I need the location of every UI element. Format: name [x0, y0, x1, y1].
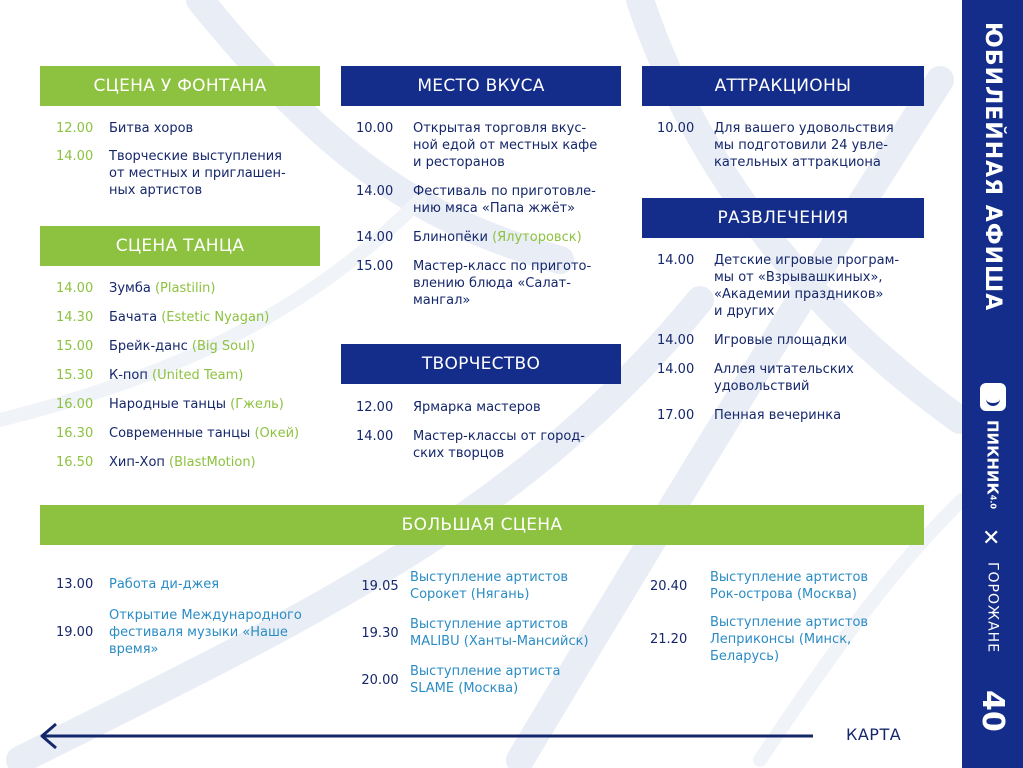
event-title-line: Сорокет (Нягань)	[410, 587, 530, 602]
event-title	[710, 614, 868, 665]
event-time: 14.00	[657, 362, 695, 377]
event-title-line: Фестиваль по приготовле-	[413, 184, 596, 199]
list-item	[56, 120, 320, 137]
list-item	[356, 428, 626, 462]
event-time: 16.00	[56, 397, 94, 412]
event-time: 20.00	[361, 672, 399, 688]
event-title-line: время»	[109, 642, 159, 657]
event-name: Блинопёки	[413, 230, 488, 245]
creativity-schedule	[356, 399, 626, 462]
event-title	[714, 120, 894, 171]
event-title-line: Для вашего удовольствия	[714, 121, 894, 136]
event-title	[413, 183, 596, 217]
event-performer: (Big Soul)	[191, 339, 256, 354]
event-title	[413, 120, 597, 171]
list-item	[356, 258, 626, 309]
event-time: 16.50	[56, 455, 94, 470]
event-title-line: Леприконсы (Минск,	[710, 632, 852, 647]
event-name: Зумба	[109, 281, 151, 296]
list-item	[56, 607, 346, 658]
list-item	[650, 569, 940, 603]
event-title	[109, 309, 269, 326]
cross-icon: ✕	[982, 526, 1001, 551]
event-title: Ярмарка мастеров	[413, 400, 541, 415]
event-time: 14.30	[56, 310, 94, 325]
list-item	[350, 663, 640, 697]
brand-name-text: ПИКНИК	[983, 420, 1002, 495]
event-title	[710, 569, 868, 603]
list-item	[350, 569, 640, 603]
fountain-stage-schedule	[56, 120, 320, 199]
event-name: Современные танцы	[109, 426, 251, 441]
event-name: Хип-Хоп	[109, 455, 165, 470]
event-title-line: Детские игровые програм-	[714, 253, 900, 268]
event-title	[109, 396, 284, 413]
event-title	[109, 425, 299, 442]
event-title	[109, 148, 286, 199]
arrow-left-icon[interactable]	[38, 722, 813, 750]
brand-number: 40	[975, 690, 1010, 732]
event-title-line: ных артистов	[109, 183, 203, 198]
entertainment-header: РАЗВЛЕЧЕНИЯ	[642, 198, 924, 238]
list-item	[56, 367, 320, 384]
poster-title: ЮБИЛЕЙНАЯ АФИША	[980, 22, 1005, 312]
event-name: Бачата	[109, 310, 158, 325]
event-title-line: мы подготовили 24 увле-	[714, 138, 888, 153]
event-title	[714, 252, 899, 320]
event-title	[109, 280, 215, 297]
attractions-header: АТТРАКЦИОНЫ	[642, 66, 924, 106]
event-time: 14.00	[356, 429, 394, 444]
list-item	[657, 252, 932, 320]
event-title	[109, 338, 255, 355]
event-title	[410, 663, 560, 697]
event-title-line: ной едой от местных кафе	[413, 138, 598, 153]
event-time: 10.00	[657, 121, 695, 136]
event-title	[109, 607, 302, 658]
event-title	[714, 361, 854, 395]
event-time: 19.00	[56, 625, 94, 640]
event-title-line: Рок-острова (Москва)	[710, 587, 857, 602]
event-time: 17.00	[657, 408, 695, 423]
event-title-line: и других	[714, 304, 775, 319]
event-time: 14.00	[657, 333, 695, 348]
list-item	[56, 425, 320, 442]
event-title	[109, 454, 256, 471]
event-time: 10.00	[356, 121, 394, 136]
list-item	[657, 332, 932, 349]
event-time: 14.00	[56, 281, 94, 296]
main-stage-schedule-col3	[650, 569, 940, 665]
event-title-line: удовольствий	[714, 379, 810, 394]
list-item	[56, 309, 320, 326]
event-performer: (Plastilin)	[154, 281, 216, 296]
creativity-header: ТВОРЧЕСТВО	[341, 344, 621, 384]
event-time: 19.30	[361, 625, 399, 641]
event-time: 14.00	[657, 253, 695, 268]
event-time: 21.20	[650, 632, 688, 647]
list-item	[56, 280, 320, 297]
event-title-line: Выступление артиста	[410, 664, 561, 679]
main-stage-header: БОЛЬШАЯ СЦЕНА	[40, 505, 924, 545]
event-performer: (Гжель)	[230, 397, 284, 412]
event-title: Пенная вечеринка	[714, 408, 842, 423]
main-stage-schedule-col1	[56, 576, 346, 658]
event-performer: (Ялуторовск)	[492, 230, 582, 245]
list-item	[356, 120, 626, 171]
dance-stage-schedule	[56, 280, 320, 471]
list-item	[356, 399, 626, 416]
event-title	[410, 616, 589, 650]
event-title: Игровые площадки	[714, 333, 848, 348]
event-title	[413, 229, 582, 246]
event-title-line: Мастер-классы от город-	[413, 429, 585, 444]
event-title	[109, 367, 243, 384]
event-title-line: SLAME (Москва)	[410, 681, 519, 696]
list-item	[56, 396, 320, 413]
event-title-line: Беларусь)	[710, 649, 780, 664]
event-title-line: MALIBU (Ханты-Мансийск)	[410, 634, 589, 649]
event-title-line: ских творцов	[413, 446, 505, 461]
event-title: Битва хоров	[109, 121, 194, 136]
event-title-line: мангал»	[413, 293, 471, 308]
main-stage-schedule-col2	[350, 569, 640, 697]
brand-version: 4.0	[988, 494, 998, 509]
event-time: 13.00	[56, 577, 94, 592]
partner-name: ГОРОЖАНЕ	[984, 562, 1001, 654]
event-title-line: мы от «Взрывашкиных»,	[714, 270, 883, 285]
event-title-line: фестиваля музыки «Наше	[109, 625, 288, 640]
picnic-logo-icon	[980, 383, 1006, 411]
brand-name	[984, 420, 1002, 509]
list-item	[56, 454, 320, 471]
event-time: 15.30	[56, 368, 94, 383]
list-item	[56, 338, 320, 355]
event-title-line: и ресторанов	[413, 155, 505, 170]
event-name: Народные танцы	[109, 397, 226, 412]
list-item	[356, 229, 626, 246]
dance-stage-header: СЦЕНА ТАНЦА	[40, 226, 320, 266]
event-title-line: «Академии праздников»	[714, 287, 884, 302]
event-title-line: Выступление артистов	[710, 615, 869, 630]
event-title-line: от местных и приглашен-	[109, 166, 286, 181]
event-time: 14.00	[56, 149, 94, 164]
event-title-line: Творческие выступления	[109, 149, 282, 164]
event-title-line: Открытая торговля вкус-	[413, 121, 587, 136]
event-title-line: Выступление артистов	[710, 570, 869, 585]
fountain-stage-header: СЦЕНА У ФОНТАНА	[40, 66, 320, 106]
event-name: Брейк-данс	[109, 339, 188, 354]
event-title: Работа ди-джея	[109, 577, 220, 592]
event-title-line: Мастер-класс по пригото-	[413, 259, 592, 274]
event-title	[413, 428, 585, 462]
event-time: 15.00	[56, 339, 94, 354]
event-time: 12.00	[56, 121, 94, 136]
list-item	[650, 614, 940, 665]
list-item	[350, 616, 640, 650]
event-time: 19.05	[361, 578, 399, 594]
entertainment-schedule	[657, 252, 932, 424]
event-title-line: Выступление артистов	[410, 617, 569, 632]
event-performer: (BlastMotion)	[169, 455, 256, 470]
list-item	[356, 183, 626, 217]
attractions-schedule	[657, 120, 927, 171]
event-time: 20.40	[650, 578, 688, 594]
taste-zone-schedule	[356, 120, 626, 309]
brand-sidebar	[962, 0, 1023, 768]
event-title-line: влению блюда «Салат-	[413, 276, 571, 291]
event-time: 14.00	[356, 230, 394, 245]
event-title-line: кательных аттракциона	[714, 155, 881, 170]
list-item	[56, 148, 320, 199]
list-item	[56, 576, 346, 593]
event-title-line: Открытие Международного	[109, 608, 302, 623]
list-item	[657, 361, 932, 395]
map-link[interactable]: КАРТА	[846, 725, 902, 744]
event-performer: (Estetic Nyagan)	[161, 310, 270, 325]
event-title-line: Аллея читательских	[714, 362, 854, 377]
list-item	[657, 120, 927, 171]
event-performer: (United Team)	[152, 368, 244, 383]
event-time: 12.00	[356, 400, 394, 415]
taste-zone-header: МЕСТО ВКУСА	[341, 66, 621, 106]
event-title	[413, 258, 591, 309]
event-time: 16.30	[56, 426, 94, 441]
event-name: К-поп	[109, 368, 148, 383]
event-time: 14.00	[356, 184, 394, 199]
list-item	[657, 407, 932, 424]
event-title-line: нию мяса «Папа жжёт»	[413, 201, 576, 216]
event-title	[410, 569, 568, 603]
event-time: 15.00	[356, 259, 394, 274]
event-title-line: Выступление артистов	[410, 570, 569, 585]
event-performer: (Окей)	[254, 426, 300, 441]
